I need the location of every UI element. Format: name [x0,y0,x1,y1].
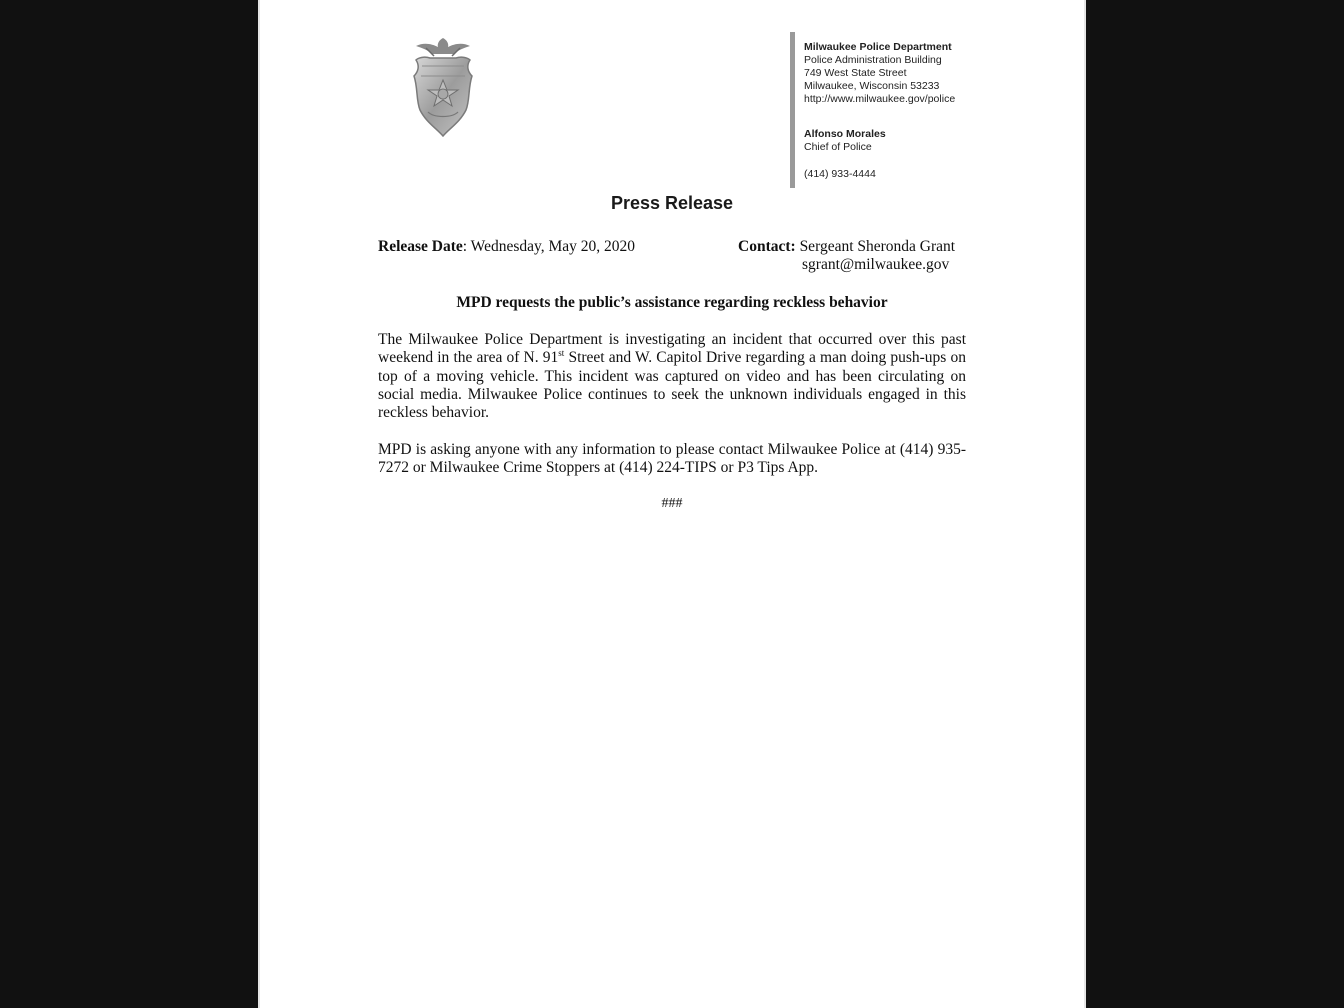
document-title: Press Release [610,193,734,213]
city-state-zip: Milwaukee, Wisconsin 53233 [804,80,940,92]
chief-name: Alfonso Morales [804,128,886,140]
police-badge-logo [404,36,482,140]
contact-line [738,238,955,255]
department-name: Milwaukee Police Department [804,41,952,53]
body-paragraph-1 [378,331,966,422]
contact-email: sgrant@milwaukee.gov [802,256,950,273]
letterhead [790,32,1070,188]
phone-number: (414) 933-4444 [804,168,876,180]
address-block [804,41,955,106]
para1-part-a: The Milwaukee Police Department is investigating an incident that occurred over this past weekend in the area of N. 91 [378,331,966,367]
chief-title: Chief of Police [804,141,872,153]
chief-block [804,128,886,154]
release-date-label: Release Date [378,238,463,255]
release-date-value: : Wednesday, May 20, 2020 [462,238,636,255]
contact-block [738,238,955,274]
body-paragraph-2: MPD is asking anyone with any information to please contact Milwaukee Police at (414) 935-7272 or Milwaukee Crime Stoppers at (414) 224-TIPS or P3 Tips App. [378,441,966,477]
document-page [258,0,1086,1008]
para1-superscript: st [558,348,565,359]
end-mark: ### [661,496,683,511]
website-url: http://www.milwaukee.gov/police [804,93,956,105]
building-name: Police Administration Building [804,54,942,66]
para1-part-b: Street and W. Capitol Drive regarding a man doing push-ups on top of a moving vehicle. This incident was captured on video and has been circulating on social media. Milwaukee Police continues to seek the unknown individuals engaged in this reckless behavior. [378,349,966,422]
contact-label: Contact: [738,238,796,255]
release-date-line [378,238,635,256]
headline: MPD requests the public’s assistance regarding reckless behavior [456,294,888,311]
contact-name: Sergeant Sheronda Grant [795,238,956,255]
street-address: 749 West State Street [804,67,907,79]
